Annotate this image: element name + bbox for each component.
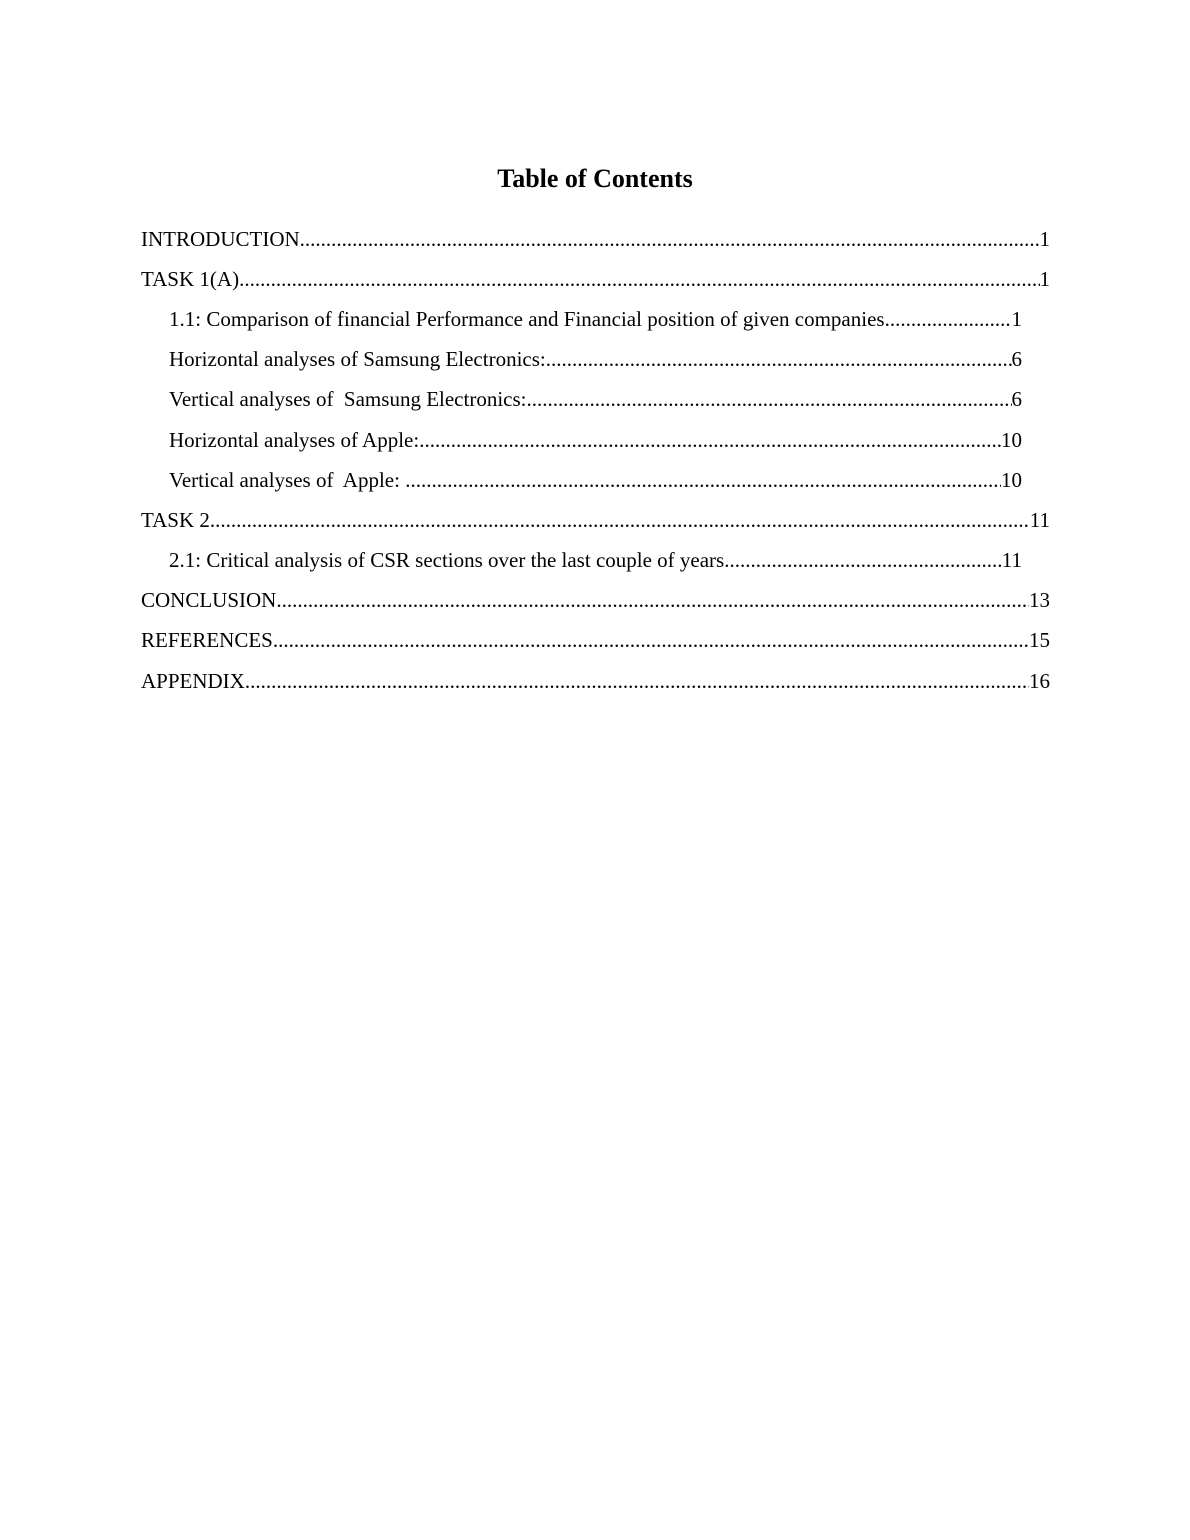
- toc-entry-vertical-apple[interactable]: [169, 460, 1022, 500]
- toc-entry-task-2[interactable]: [141, 500, 1050, 540]
- toc-entry-label: Horizontal analyses of Apple:: [169, 427, 420, 452]
- toc-entry-appendix[interactable]: [141, 661, 1050, 701]
- toc-dot-leader: [245, 669, 1029, 694]
- toc-dot-leader: [405, 468, 1001, 493]
- toc-entry-label: TASK 1(A): [141, 266, 240, 291]
- toc-entry-label: Horizontal analyses of Samsung Electronics:: [169, 347, 546, 372]
- toc-dot-leader: [885, 307, 1012, 332]
- toc-entry-page: 10: [1001, 427, 1022, 452]
- toc-entry-conclusion[interactable]: [141, 581, 1050, 621]
- toc-entry-horizontal-samsung[interactable]: [169, 340, 1022, 380]
- toc-entry-label: APPENDIX: [141, 668, 245, 693]
- toc-entry-page: 15: [1029, 628, 1050, 653]
- toc-entry-page: 1: [1039, 266, 1050, 291]
- toc-entry-label: INTRODUCTION: [141, 226, 300, 251]
- toc-entry-label: REFERENCES: [141, 628, 273, 653]
- toc-dot-leader: [300, 227, 1040, 252]
- toc-entry-label: CONCLUSION: [141, 588, 277, 613]
- toc-dot-leader: [273, 628, 1029, 653]
- toc-entry-page: 16: [1029, 668, 1050, 693]
- toc-entry-references[interactable]: [141, 621, 1050, 661]
- toc-dot-leader: [210, 508, 1030, 533]
- toc-entry-page: 6: [1011, 387, 1022, 412]
- toc-entry-horizontal-apple[interactable]: [169, 420, 1022, 460]
- toc-title: Table of Contents: [497, 164, 693, 193]
- toc-entry-page: 1: [1011, 306, 1022, 331]
- toc-entry-page: 11: [1001, 548, 1022, 573]
- toc-entry-page: 6: [1011, 347, 1022, 372]
- toc-entry-vertical-samsung[interactable]: [169, 380, 1022, 420]
- toc-entry-label: Vertical analyses of Samsung Electronics:: [169, 387, 527, 412]
- toc-dot-leader: [419, 428, 1001, 453]
- toc-entry-page: 13: [1029, 588, 1050, 613]
- toc-dot-leader: [239, 267, 1039, 292]
- toc-entry-page: 1: [1039, 226, 1050, 251]
- toc-entry-label: Vertical analyses of Apple:: [169, 467, 406, 492]
- toc-entry-comparison[interactable]: [169, 299, 1022, 339]
- toc-dot-leader: [546, 347, 1012, 372]
- toc-entry-page: 11: [1029, 507, 1050, 532]
- toc-dot-leader: [276, 588, 1029, 613]
- toc-entry-task-1a[interactable]: [141, 259, 1050, 299]
- toc-entry-introduction[interactable]: [141, 219, 1050, 259]
- toc-entry-page: 10: [1001, 467, 1022, 492]
- toc-entry-label: TASK 2: [141, 507, 210, 532]
- toc-entry-label: 2.1: Critical analysis of CSR sections over the last couple of years: [169, 548, 725, 573]
- toc-entry-label: 1.1: Comparison of financial Performance and Financial position of given companies: [169, 306, 885, 331]
- toc-list: [0, 219, 1190, 701]
- toc-dot-leader: [724, 548, 1002, 573]
- toc-dot-leader: [526, 387, 1011, 412]
- toc-entry-csr-analysis[interactable]: [169, 541, 1022, 581]
